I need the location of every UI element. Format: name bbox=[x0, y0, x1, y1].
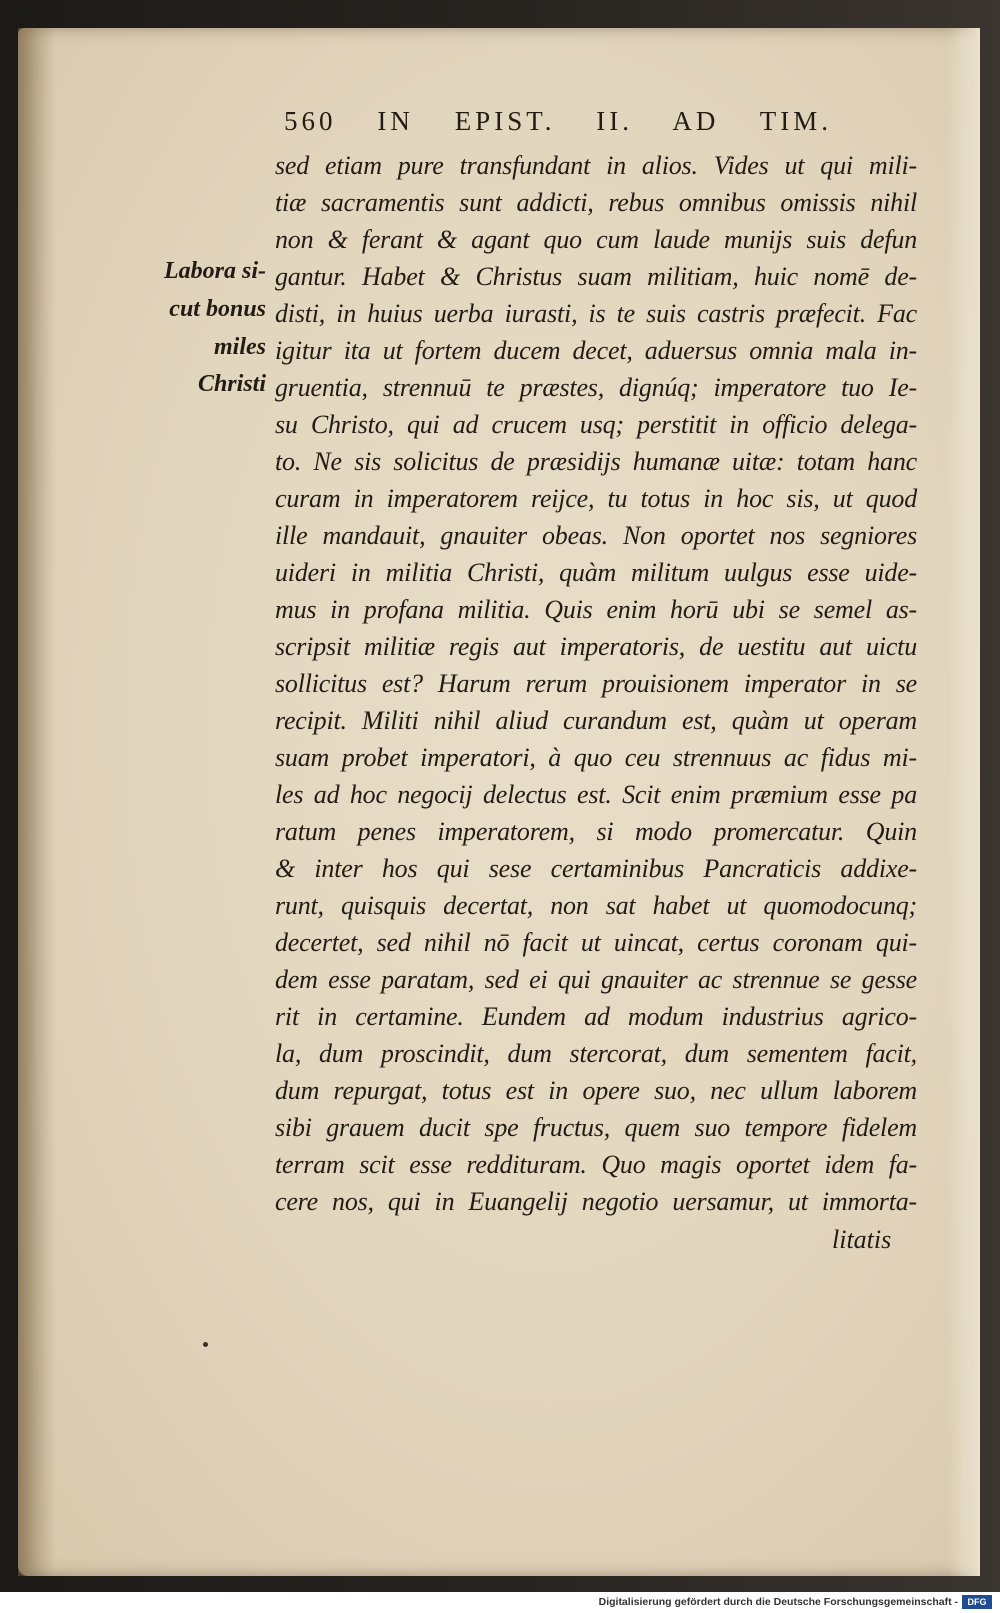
text-line: scripsit militiæ regis aut imperatoris, de uestitu aut uictu bbox=[275, 632, 917, 661]
text-line: gantur. Habet & Christus suam militiam, huic nomē de- bbox=[275, 262, 917, 291]
text-line: sibi grauem ducit spe fructus, quem suo tempore fidelem bbox=[275, 1113, 917, 1142]
text-line: gruentia, strennuū te præstes, dignúq; imperatore tuo Ie- bbox=[275, 373, 917, 402]
dfg-logo: DFG bbox=[962, 1595, 992, 1609]
text-line: ratum penes imperatorem, si modo promercatur. Quin bbox=[275, 817, 917, 846]
text-line: runt, quisquis decertat, non sat habet ut quomodocunq; bbox=[275, 891, 917, 920]
margin-note-line: Christi bbox=[197, 371, 266, 397]
page-right-edge bbox=[948, 28, 980, 1576]
text-line: dum repurgat, totus est in opere suo, nec ullum laborem bbox=[275, 1076, 917, 1105]
text-line: & inter hos qui sese certaminibus Pancraticis addixe- bbox=[275, 854, 917, 883]
text-line: rit in certamine. Eundem ad modum industrius agrico- bbox=[275, 1002, 917, 1031]
text-line: les ad hoc negocij delectus est. Scit enim præmium esse pa bbox=[275, 780, 917, 809]
running-head: 560 IN EPIST. II. AD TIM. bbox=[284, 106, 832, 136]
text-line: sollicitus est? Harum rerum prouisionem imperator in se bbox=[275, 669, 917, 698]
text-line: la, dum proscindit, dum stercorat, dum sementem facit, bbox=[275, 1039, 917, 1068]
text-line: to. Ne sis solicitus de præsidijs humanæ uitæ: totam hanc bbox=[275, 447, 917, 476]
text-line: mus in profana militia. Quis enim horū ubi se semel as- bbox=[275, 595, 917, 624]
text-line: non & ferant & agant quo cum laude munijs suis defun bbox=[275, 225, 917, 254]
text-line: cere nos, qui in Euangelij negotio uersamur, ut immorta- bbox=[275, 1187, 917, 1216]
text-line: uideri in militia Christi, quàm militum uulgus esse uide- bbox=[275, 558, 917, 587]
page-gutter-shadow bbox=[18, 28, 56, 1576]
text-line: su Christo, qui ad crucem usq; perstitit in officio delega- bbox=[275, 410, 917, 439]
text-line: terram scit esse reddituram. Quo magis oportet idem fa- bbox=[275, 1150, 917, 1179]
text-line: igitur ita ut fortem ducem decet, aduersus omnia mala in- bbox=[275, 336, 917, 365]
ink-speck bbox=[203, 1342, 208, 1347]
text-line: ille mandauit, gnauiter obeas. Non oportet nos segniores bbox=[275, 521, 917, 550]
funding-credit: Digitalisierung gefördert durch die Deutsche Forschungsgemeinschaft - bbox=[598, 1596, 958, 1608]
margin-note-line: cut bonus bbox=[169, 296, 266, 322]
margin-note-line: Labora si- bbox=[164, 258, 266, 284]
text-line: curam in imperatorem reijce, tu totus in hoc sis, ut quod bbox=[275, 484, 917, 513]
text-line: suam probet imperatori, à quo ceu strennuus ac fidus mi- bbox=[275, 743, 917, 772]
text-line: sed etiam pure transfundant in alios. Vides ut qui mili- bbox=[275, 151, 917, 180]
text-line: decertet, sed nihil nō facit ut uincat, certus coronam qui- bbox=[275, 928, 917, 957]
margin-note-line: miles bbox=[214, 334, 266, 360]
text-line: disti, in huius uerba iurasti, is te suis castris præfecit. Fac bbox=[275, 299, 917, 328]
text-line: dem esse paratam, sed ei qui gnauiter ac strennue se gesse bbox=[275, 965, 917, 994]
text-line: recipit. Militi nihil aliud curandum est, quàm ut operam bbox=[275, 706, 917, 735]
catchword: litatis bbox=[832, 1225, 892, 1254]
text-line: tiæ sacramentis sunt addicti, rebus omnibus omissis nihil bbox=[275, 188, 917, 217]
